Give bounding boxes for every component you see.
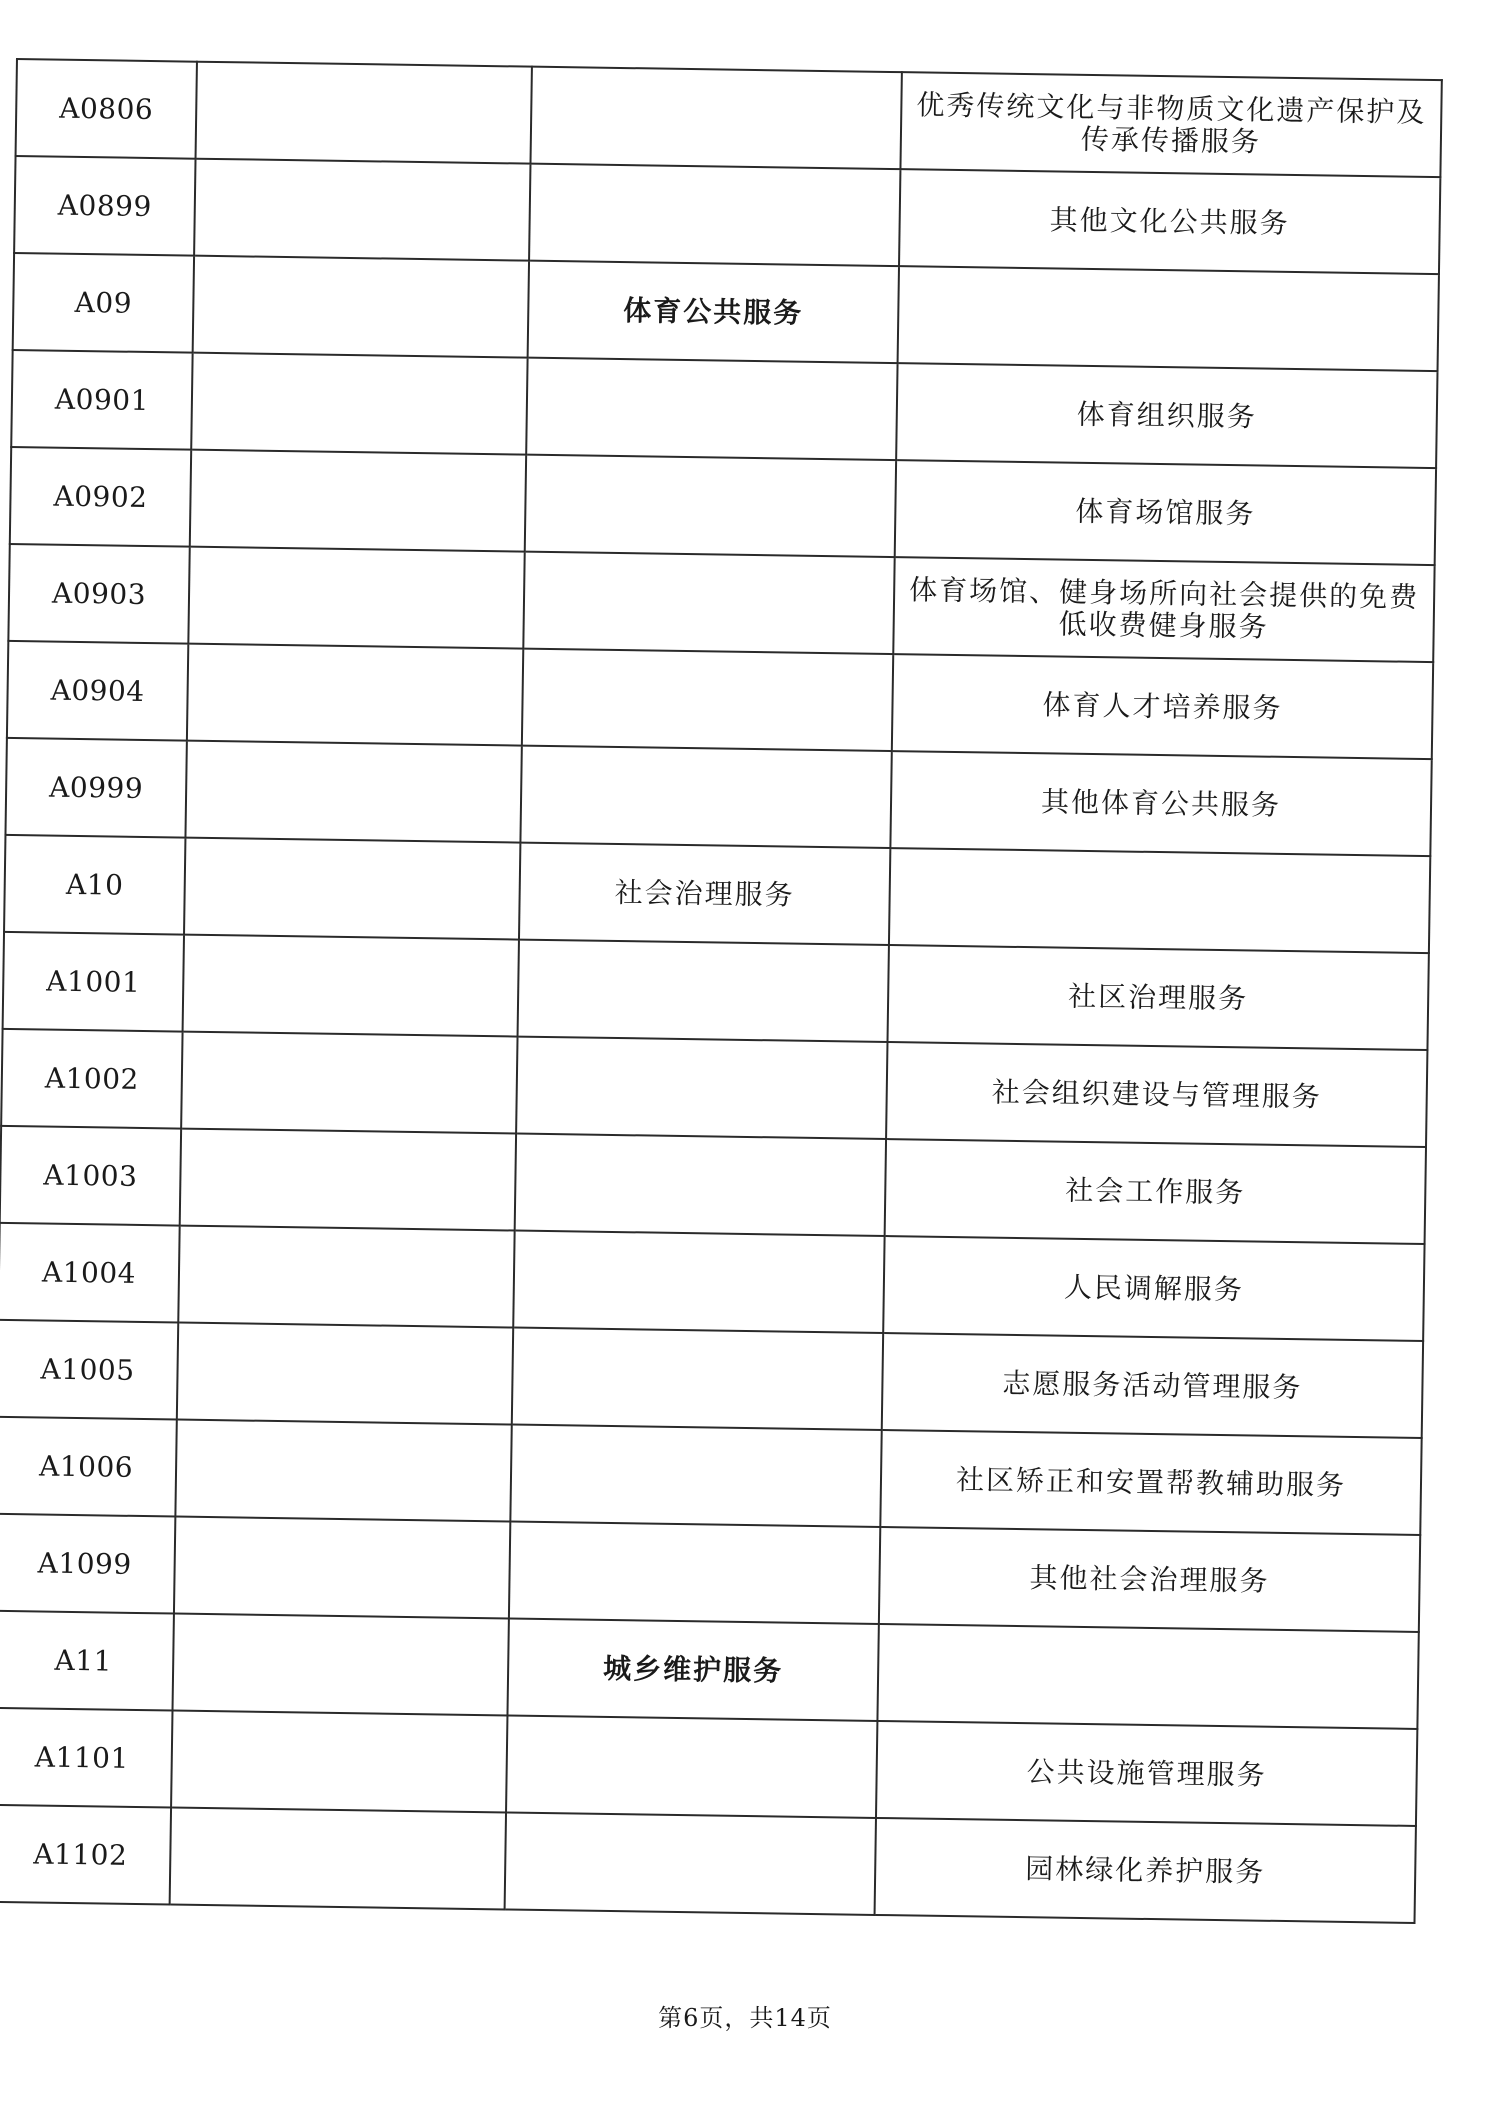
level3-category-label: 志愿服务活动管理服务 [1002, 1366, 1303, 1404]
category-code-cell: A0806 [16, 59, 197, 159]
category-code-cell: A1099 [0, 1514, 175, 1614]
level3-category-cell [885, 1139, 1426, 1244]
level3-category-label: 社区治理服务 [1067, 979, 1249, 1015]
level2-category-cell [516, 1037, 887, 1139]
level3-category-cell [887, 945, 1428, 1050]
level2-category-cell [513, 1231, 884, 1333]
level3-category-cell [875, 1818, 1416, 1923]
category-code-cell: A1005 [0, 1320, 178, 1420]
level3-category-cell [899, 169, 1440, 274]
category-code-cell: A0904 [7, 641, 188, 741]
level1-category-cell [174, 1517, 510, 1619]
level2-category-cell: 体育公共服务 [528, 261, 899, 363]
level1-category-cell [173, 1614, 509, 1716]
level2-category-cell [510, 1425, 881, 1527]
level2-category-cell [529, 164, 900, 266]
level2-category-cell [509, 1521, 880, 1623]
category-code-cell: A0902 [10, 447, 191, 547]
level3-category-label: 其他社会治理服务 [1029, 1560, 1270, 1598]
category-code-cell: A1102 [0, 1805, 171, 1905]
level3-category-label: 体育组织服务 [1076, 397, 1258, 433]
level3-category-label: 园林绿化养护服务 [1024, 1851, 1266, 1889]
level1-category-cell [194, 159, 530, 261]
level3-category-cell [890, 751, 1431, 856]
level3-category-cell [898, 266, 1439, 371]
category-code-cell: A1003 [0, 1126, 181, 1226]
level3-category-label: 体育场馆服务 [1075, 494, 1256, 530]
catalog-table-wrapper [0, 58, 1441, 1924]
level3-category-label: 公共设施管理服务 [1026, 1754, 1267, 1792]
level3-category-cell [900, 72, 1441, 177]
level1-category-cell [180, 1129, 516, 1231]
level3-category-label: 体育人才培养服务 [1042, 687, 1283, 725]
level3-category-cell [896, 363, 1437, 468]
level1-category-cell [183, 935, 519, 1037]
level3-category-label: 人民调解服务 [1063, 1270, 1245, 1306]
category-code-cell: A1002 [1, 1029, 182, 1129]
level3-category-cell [889, 848, 1430, 953]
category-code-cell: A0999 [5, 738, 186, 838]
level2-category-cell [518, 940, 889, 1042]
level2-category-cell [523, 552, 894, 654]
category-code-cell: A1101 [0, 1708, 173, 1808]
level2-category-cell [530, 67, 901, 169]
category-code-cell: A1004 [0, 1223, 180, 1323]
level1-category-cell [181, 1032, 517, 1134]
level2-category-cell [515, 1134, 886, 1236]
level3-category-cell [886, 1042, 1427, 1147]
level3-category-cell [883, 1236, 1424, 1341]
category-code-cell: A1001 [3, 932, 184, 1032]
level1-category-cell [175, 1420, 511, 1522]
level3-category-label: 社区矫正和安置帮教辅助服务 [955, 1462, 1347, 1502]
level2-category-cell [526, 358, 897, 460]
level2-category-cell [506, 1715, 877, 1817]
level2-category-cell [520, 746, 891, 848]
category-code-cell: A09 [13, 253, 194, 353]
level1-category-cell [171, 1711, 507, 1813]
level2-category-cell [522, 649, 893, 751]
level1-category-cell [188, 547, 524, 649]
level3-category-cell [876, 1721, 1417, 1826]
catalog-table-body [0, 59, 1442, 1923]
level1-category-cell [177, 1323, 513, 1425]
level1-category-cell [190, 450, 526, 552]
level3-category-cell [877, 1624, 1418, 1729]
level2-category-cell: 城乡维护服务 [507, 1618, 878, 1720]
level1-category-cell [170, 1807, 506, 1909]
table-row [0, 1805, 1416, 1923]
level2-category-cell [505, 1812, 876, 1914]
level3-category-cell [880, 1430, 1421, 1535]
page-number-footer: 第6页，共14页 [658, 2004, 832, 2032]
level3-category-label: 其他体育公共服务 [1040, 784, 1282, 822]
level1-category-cell [196, 62, 532, 164]
level3-category-cell [879, 1527, 1420, 1632]
level2-category-cell [525, 455, 896, 557]
category-code-cell: A1006 [0, 1417, 177, 1517]
level2-category-cell: 社会治理服务 [519, 843, 890, 945]
level1-category-cell [187, 644, 523, 746]
category-code-cell: A0899 [14, 156, 195, 256]
level3-category-label: 优秀传统文化与非物质文化遗产保护及传承传播服务 [916, 87, 1427, 158]
level3-category-cell [892, 654, 1433, 759]
level3-category-cell [882, 1333, 1423, 1438]
level1-category-cell [185, 741, 521, 843]
level3-category-cell [895, 460, 1436, 565]
category-code-cell: A0901 [11, 350, 192, 450]
level3-category-label: 体育场馆、健身场所向社会提供的免费低收费健身服务 [908, 572, 1420, 644]
category-code-cell: A0903 [8, 544, 189, 644]
service-catalog-table [0, 58, 1443, 1924]
level3-category-label: 社会工作服务 [1065, 1173, 1246, 1209]
level1-category-cell [193, 256, 529, 358]
level3-category-cell [893, 557, 1434, 662]
level1-category-cell [184, 838, 520, 940]
level1-category-cell [191, 353, 527, 455]
level2-category-cell [512, 1328, 883, 1430]
category-code-cell: A11 [0, 1611, 174, 1711]
level3-category-label: 其他文化公共服务 [1049, 202, 1290, 240]
level1-category-cell [178, 1226, 514, 1328]
category-code-cell: A10 [4, 835, 185, 935]
level3-category-label: 社会组织建设与管理服务 [991, 1075, 1322, 1113]
